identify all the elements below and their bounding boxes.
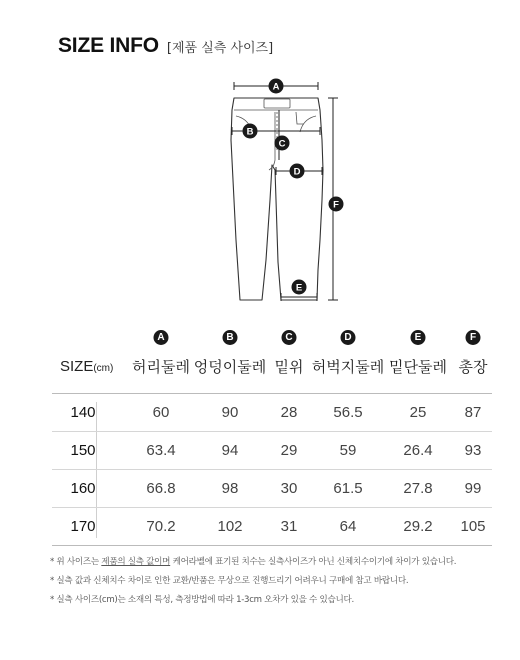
table-row: [52, 470, 492, 508]
column-letter-badge: F: [466, 330, 481, 345]
diagram-label-d: [290, 164, 305, 179]
size-column-header: [60, 358, 113, 375]
table-row: [52, 432, 492, 470]
value-cell: 105: [460, 518, 486, 535]
value-cell: 90: [221, 404, 239, 421]
column-letter-badge: B: [223, 330, 238, 345]
size-header-unit: (cm): [93, 363, 114, 374]
value-cell: 29.2: [403, 518, 433, 535]
size-cell: 160: [70, 480, 96, 497]
value-cell: 60: [152, 404, 170, 421]
value-cell: 98: [221, 480, 239, 497]
title-sub: [제품 실측 사이즈]: [166, 41, 274, 56]
column-header: 엉덩이둘레: [193, 358, 267, 376]
value-cell: 70.2: [146, 518, 176, 535]
value-cell: 28: [280, 404, 298, 421]
column-header: 허리둘레: [132, 358, 190, 376]
column-letter-badge: A: [154, 330, 169, 345]
size-cell: 150: [70, 442, 96, 459]
value-cell: 30: [280, 480, 298, 497]
title-main: SIZE INFO: [58, 34, 159, 57]
size-cell: 170: [70, 518, 96, 535]
value-cell: 25: [409, 404, 427, 421]
column-header: 밑단둘레: [389, 358, 447, 376]
value-cell: 87: [464, 404, 482, 421]
value-cell: 26.4: [403, 442, 433, 459]
note-text: * 위 사이즈는: [50, 557, 102, 567]
svg-text:E: E: [295, 282, 303, 294]
table-row: [52, 508, 492, 546]
size-table: [52, 393, 492, 546]
note-line: [50, 572, 520, 591]
table-header: [0, 356, 520, 380]
value-cell: 102: [217, 518, 243, 535]
value-cell: 94: [221, 442, 239, 459]
size-header-label: SIZE: [60, 358, 94, 375]
value-cell: 61.5: [333, 480, 363, 497]
diagram-label-a: [269, 79, 284, 94]
note-underlined-text: 제품의 실측 값이며: [101, 557, 171, 567]
svg-text:C: C: [278, 138, 286, 150]
diagram-label-e: [292, 280, 307, 295]
svg-text:F: F: [333, 199, 339, 211]
svg-text:A: A: [272, 81, 280, 93]
value-cell: 63.4: [146, 442, 176, 459]
size-notes: [50, 553, 520, 610]
note-text: 케어라벨에 표기된 치수는 실측사이즈가 아닌 신체치수이기에 차이가 있습니다.: [170, 557, 457, 567]
column-header: 허벅지둘레: [311, 358, 385, 376]
value-cell: 29: [280, 442, 298, 459]
column-letter-badge: D: [341, 330, 356, 345]
note-text: * 실측 값과 신체치수 차이로 인한 교환/반품은 무상으로 진행드리기 어려우니 구매에 참고 바랍니다.: [50, 576, 409, 586]
column-letter-badge: C: [282, 330, 297, 345]
note-line: [50, 553, 520, 572]
column-header: 밑위: [274, 358, 304, 376]
note-text: * 실측 사이즈(cm)는 소재의 특성, 측정방법에 따라 1-3cm 오차가 있을 수 있습니다.: [50, 595, 354, 605]
column-header: 총장: [458, 358, 488, 376]
value-cell: 66.8: [146, 480, 176, 497]
value-cell: 27.8: [403, 480, 433, 497]
pants-measurement-diagram: [0, 0, 520, 320]
value-cell: 64: [339, 518, 357, 535]
column-letter-row: [0, 330, 520, 350]
svg-text:D: D: [293, 166, 301, 178]
value-cell: 56.5: [333, 404, 363, 421]
diagram-label-b: [243, 124, 258, 139]
size-cell: 140: [70, 404, 96, 421]
diagram-label-c: [275, 136, 290, 151]
note-line: [50, 591, 520, 610]
value-cell: 31: [280, 518, 298, 535]
column-letter-badge: E: [411, 330, 426, 345]
svg-text:B: B: [246, 126, 254, 138]
value-cell: 93: [464, 442, 482, 459]
table-row: [52, 394, 492, 432]
value-cell: 99: [464, 480, 482, 497]
diagram-label-f: [329, 197, 344, 212]
value-cell: 59: [339, 442, 357, 459]
